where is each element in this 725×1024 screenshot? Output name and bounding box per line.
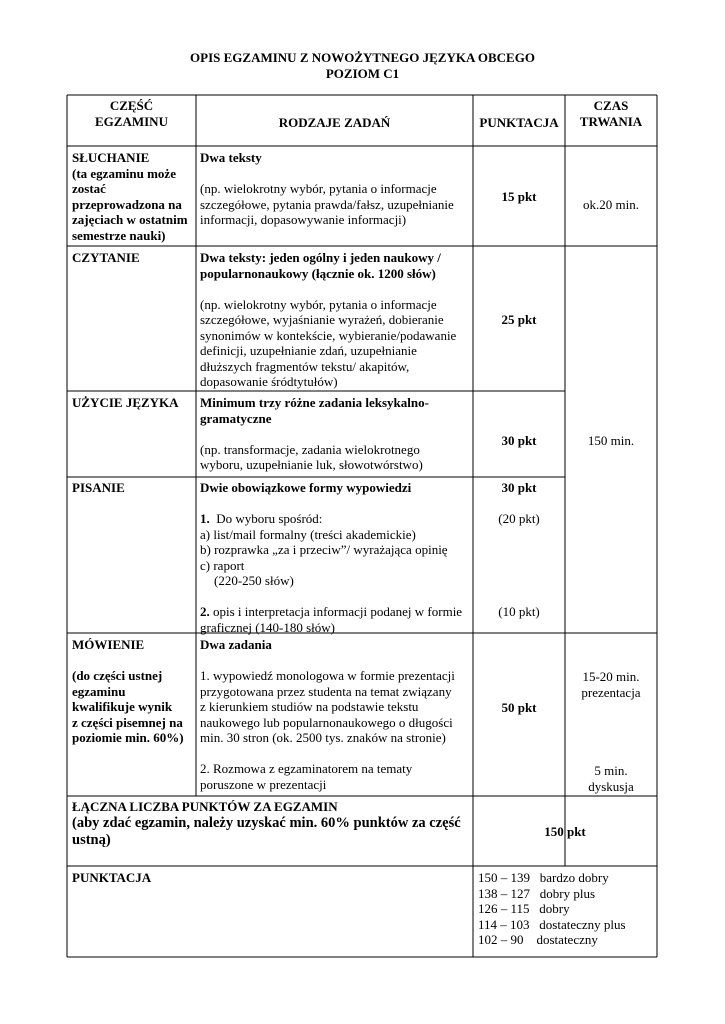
reading-tasks: Dwa teksty: jeden ogólny i jeden naukowy / popularnonaukowy (łącznie ok. 1200 słów) (np. wielokrotny wybór, pytania o informacje szczegółowe, wyjaśnianie wyrażeń, dobieranie synonimów w kontekście, wybieranie/podawanie definicji, uzupełnianie zdań, uzupełnianie dłuższych fragmentów tekstu/ akapitów, dopasowanie śródtytułów) — [200, 250, 457, 389]
shared-time: 150 min. — [587, 433, 635, 448]
listening-part: SŁUCHANIE (ta egzaminu może zostać przeprowadzona na zajęciach w ostatnim semestrze nauki) — [72, 150, 188, 243]
speaking-time-discussion: 5 min. dyskusja — [588, 763, 634, 794]
total-points: 150 pkt — [544, 824, 586, 839]
scale-label: PUNKTACJA — [72, 870, 152, 885]
use-of-language-part: UŻYCIE JĘZYKA — [72, 395, 179, 410]
grading-scale — [478, 870, 626, 948]
writing-points-2: (10 pkt) — [498, 604, 540, 619]
speaking-tasks: Dwa zadania 1. wypowiedź monologowa w formie prezentacji przygotowana przez studenta na temat związany z kierunkiem studiów na podstawie tekstu naukowego lub popularnonaukowego o długości min. 30 stron (ok. 2500 tys. znaków na stronie) 2. Rozmowa z egzaminatorem na tematy poruszone w prezentacji — [200, 637, 455, 792]
scale-row: 114 – 103 dostateczny plus — [478, 916, 626, 932]
header-points: PUNKTACJA — [479, 115, 559, 130]
scale-row: 150 – 139 bardzo dobry — [478, 870, 609, 885]
writing-points: 30 pkt — [501, 480, 537, 495]
speaking-points: 50 pkt — [501, 700, 537, 715]
listening-tasks: Dwa teksty (np. wielokrotny wybór, pytania o informacje szczegółowe, pytania prawda/fałsz, uzupełnianie informacji, dopasowywanie informacji) — [200, 150, 454, 227]
listening-points: 15 pkt — [501, 189, 537, 204]
document-title: OPIS EGZAMINU Z NOWOŻYTNEGO JĘZYKA OBCEGO — [190, 50, 535, 65]
listening-time: ok.20 min. — [583, 197, 639, 212]
use-of-language-tasks: Minimum trzy różne zadania leksykalno- gramatyczne (np. transformacje, zadania wielokrotnego wyboru, uzupełnianie luk, słowotwórstwo) — [200, 395, 429, 472]
scale-row: 102 – 90 dostateczny — [478, 932, 598, 947]
reading-points: 25 pkt — [501, 312, 537, 327]
use-of-language-points: 30 pkt — [501, 433, 537, 448]
document-level: POZIOM C1 — [325, 66, 400, 81]
scale-row: 126 – 115 dobry — [478, 901, 570, 916]
header-tasks: RODZAJE ZADAŃ — [278, 115, 391, 130]
scale-row: 138 – 127 dobry plus — [478, 885, 595, 901]
writing-tasks: Dwie obowiązkowe formy wypowiedzi 1. Do wyboru spośród: a) list/mail formalny (treści akademickie) b) rozprawka „za i przeciw”/ wyrażająca opinię c) raport (220-250 słów) 2. opis i interpretacja informacji podanej w formie graficznej (140-180 słów) — [200, 480, 463, 635]
speaking-time-presentation: 15-20 min. prezentacja — [581, 669, 641, 700]
speaking-part: MÓWIENIE (do części ustnej egzaminu kwalifikuje wynik z części pisemnej na poziomie min. 60%) — [72, 637, 184, 745]
header-time: CZAS TRWANIA — [579, 98, 643, 129]
reading-part: CZYTANIE — [72, 250, 140, 265]
header-part: CZĘŚĆ EGZAMINU — [95, 98, 168, 129]
total-label: ŁĄCZNA LICZBA PUNKTÓW ZA EGZAMIN (aby zdać egzamin, należy uzyskać min. 60% punktów za część ustną) — [72, 799, 461, 848]
writing-points-1: (20 pkt) — [498, 511, 540, 526]
writing-part: PISANIE — [72, 480, 125, 495]
